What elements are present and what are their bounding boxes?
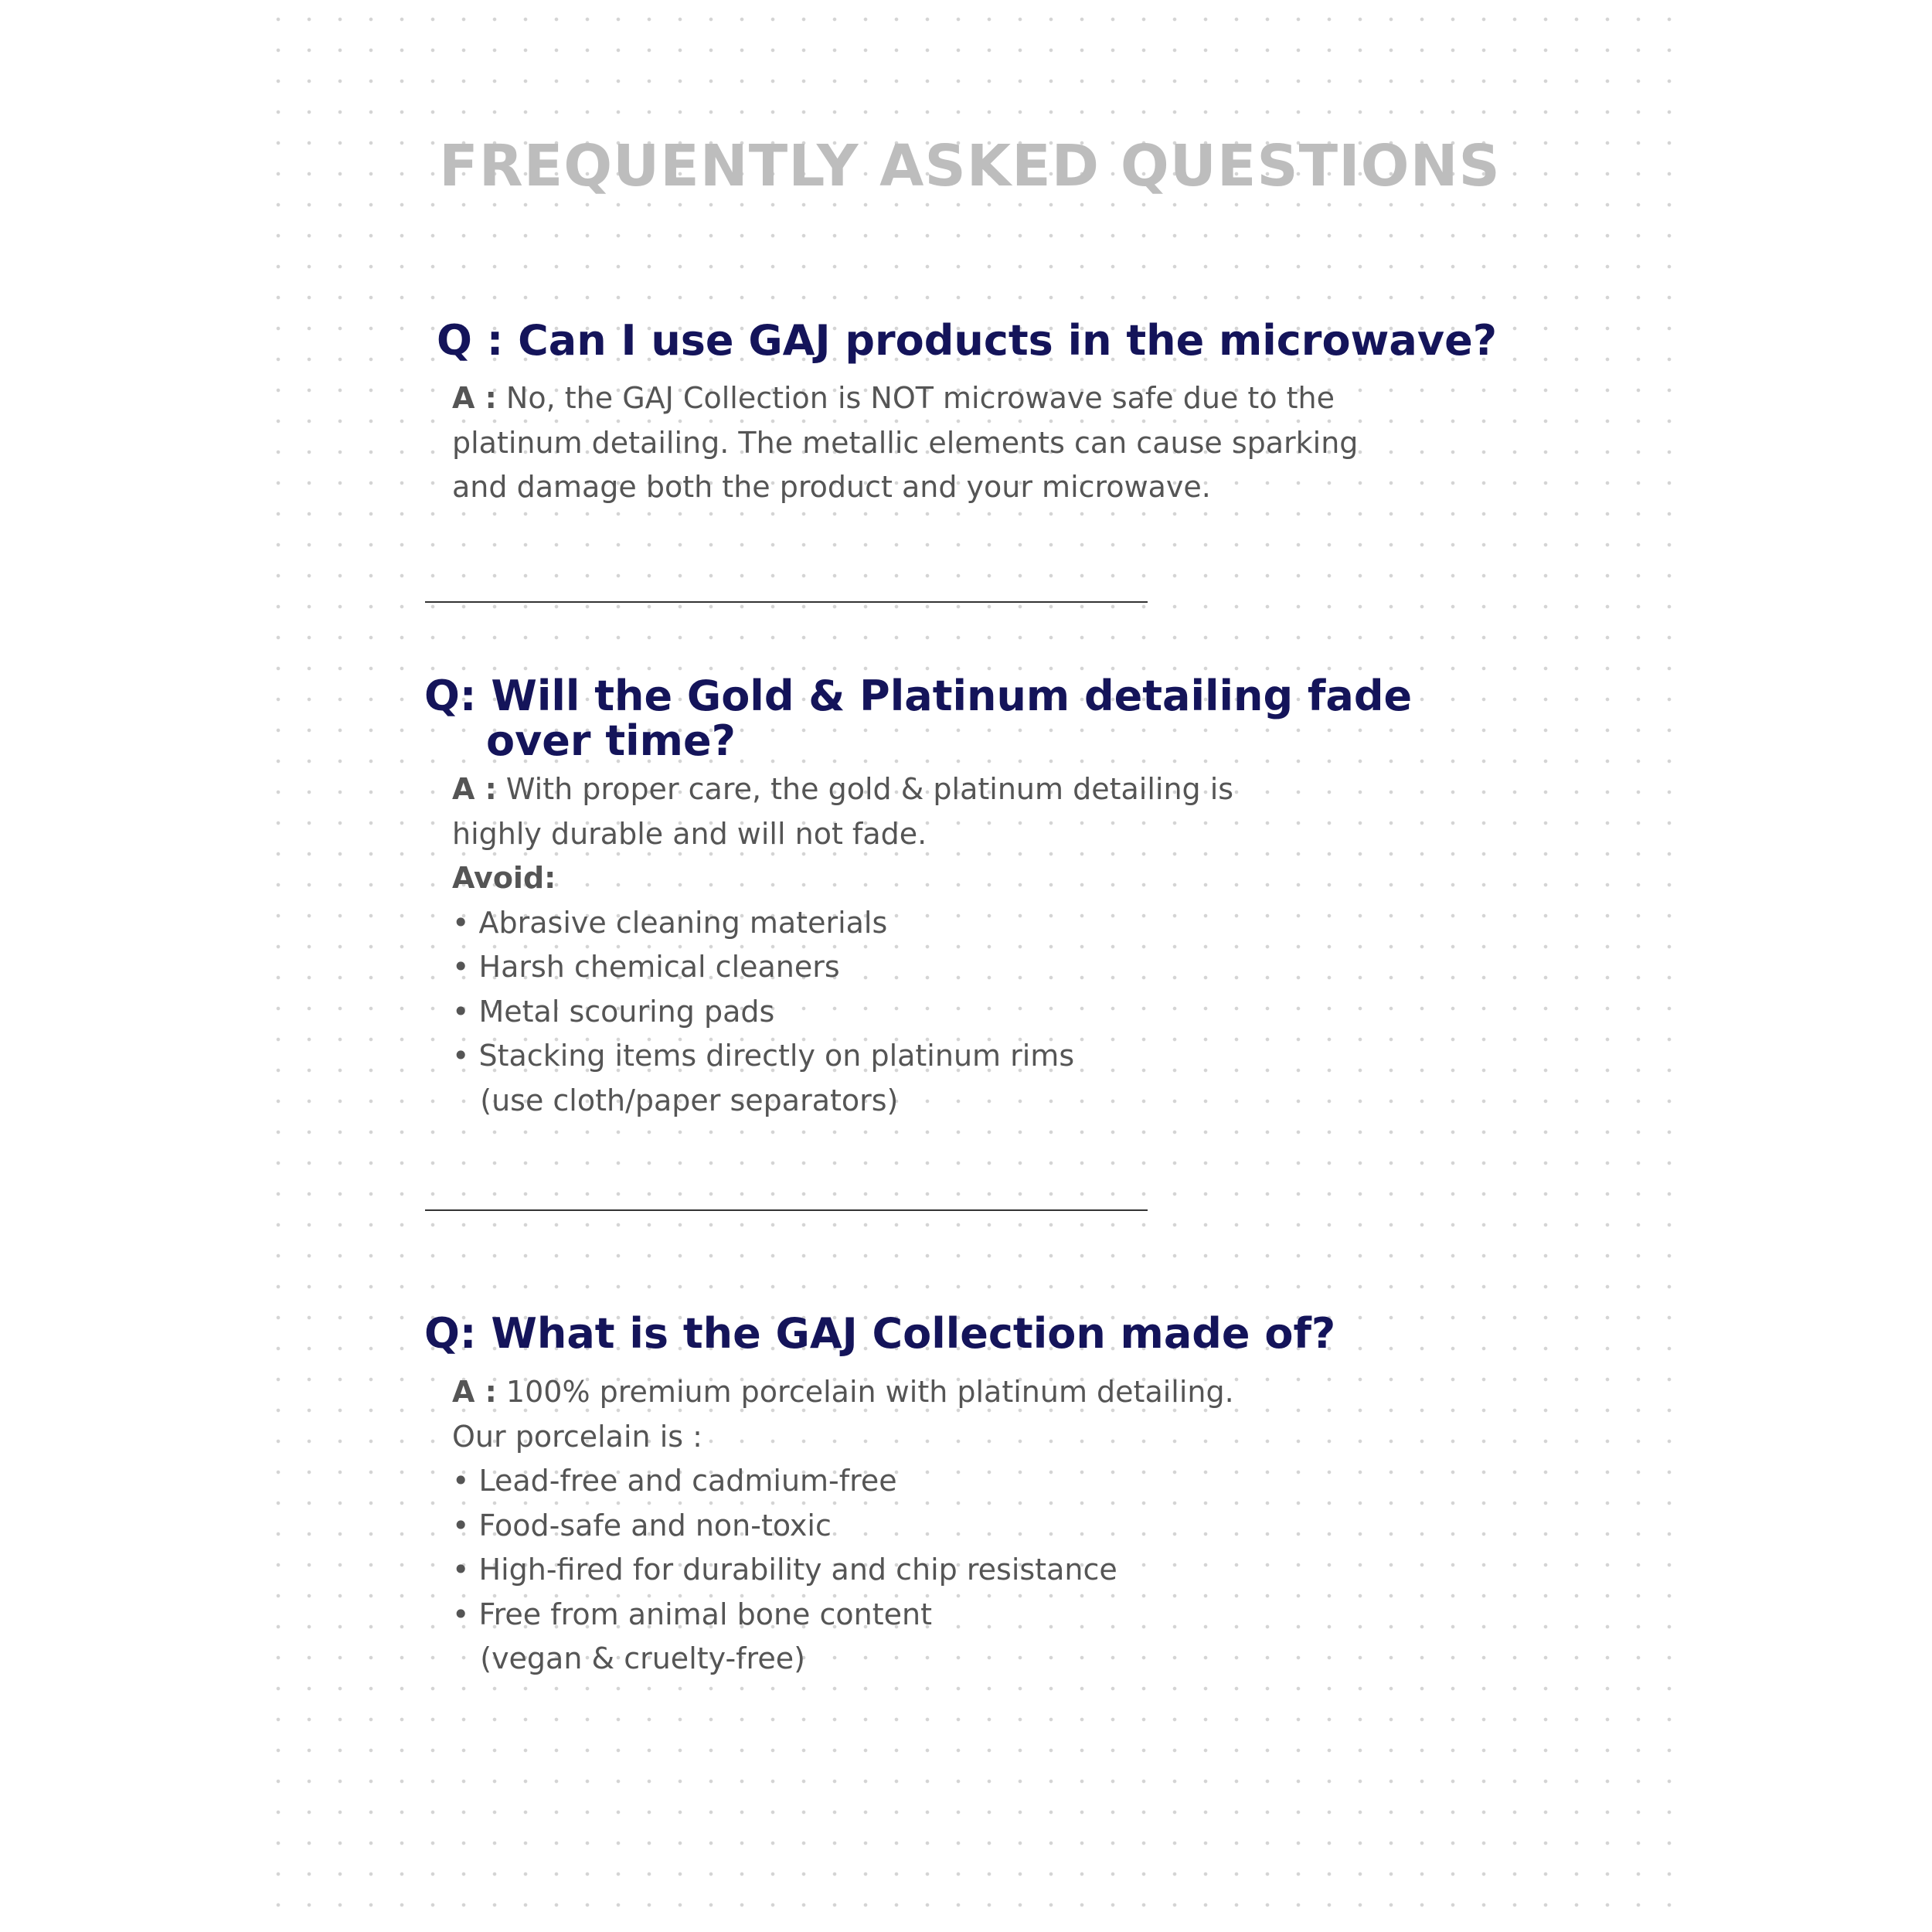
- answer-text: [452, 767, 1233, 1123]
- answer-line: A : 100% premium porcelain with platinum detailing.: [452, 1375, 1234, 1409]
- question-heading: [424, 1311, 1335, 1356]
- question-line: over time?: [486, 716, 736, 765]
- list-item: • Free from animal bone content: [452, 1597, 932, 1631]
- answer-line: highly durable and will not fade.: [452, 816, 927, 851]
- answer-line: platinum detailing. The metallic elements can cause sparking: [452, 425, 1359, 460]
- list-item: • Metal scouring pads: [452, 994, 775, 1029]
- question-text: Can I use GAJ products in the microwave?: [518, 316, 1498, 365]
- answer-text: [452, 1370, 1234, 1682]
- list-heading: Avoid:: [452, 861, 556, 895]
- question-text: What is the GAJ Collection made of?: [491, 1309, 1336, 1358]
- question-prefix: Q:: [424, 1309, 477, 1358]
- faq-page: [259, 0, 1681, 1932]
- question-text: Will the Gold & Platinum detailing fade: [491, 672, 1413, 720]
- section-divider: [425, 1209, 1148, 1211]
- answer-line: A : With proper care, the gold & platinum detailing is: [452, 772, 1234, 806]
- list-item-continuation: (use cloth/paper separators): [452, 1083, 899, 1117]
- answer-label: A :: [452, 1375, 497, 1409]
- question-heading: [424, 674, 1412, 764]
- list-item-continuation: (vegan & cruelty-free): [452, 1641, 805, 1675]
- answer-line: and damage both the product and your microwave.: [452, 470, 1211, 504]
- list-item: • Abrasive cleaning materials: [452, 905, 888, 940]
- page-title: FREQUENTLY ASKED QUESTIONS: [439, 133, 1501, 199]
- question-heading: [437, 318, 1497, 363]
- answer-line: Our porcelain is :: [452, 1419, 702, 1454]
- answer-text: [452, 376, 1358, 510]
- list-item: • Harsh chemical cleaners: [452, 950, 840, 984]
- question-prefix: Q:: [424, 672, 477, 720]
- answer-label: A :: [452, 772, 497, 806]
- list-item: • Lead-free and cadmium-free: [452, 1464, 897, 1498]
- list-item: • Food-safe and non-toxic: [452, 1508, 832, 1543]
- question-line: [424, 674, 1412, 719]
- question-prefix: Q :: [437, 316, 504, 365]
- answer-line: A : No, the GAJ Collection is NOT microwave safe due to the: [452, 381, 1335, 415]
- answer-label: A :: [452, 381, 497, 415]
- list-item: • Stacking items directly on platinum rims: [452, 1039, 1075, 1073]
- list-item: • High-fired for durability and chip resistance: [452, 1553, 1117, 1587]
- section-divider: [425, 601, 1148, 603]
